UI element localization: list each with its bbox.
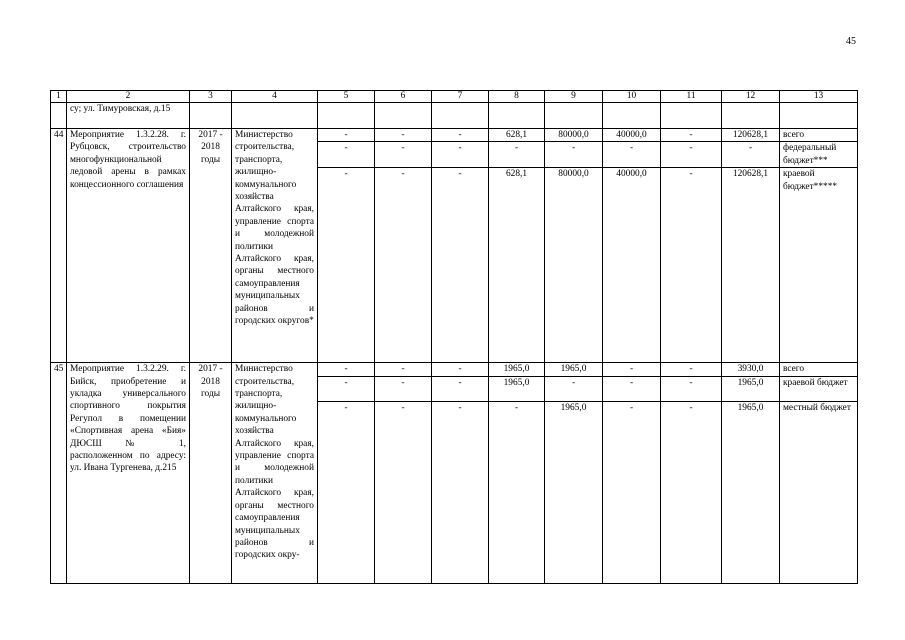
row-number: 45 (51, 363, 67, 583)
value-cell: - (661, 142, 722, 168)
column-header: 6 (375, 91, 432, 103)
funding-source: краевой бюджет***** (780, 168, 858, 363)
value-cell: - (375, 363, 432, 376)
column-header: 10 (603, 91, 661, 103)
value-cell: - (432, 142, 489, 168)
value-cell: - (375, 142, 432, 168)
value-cell: - (432, 363, 489, 376)
value-cell: - (375, 129, 432, 142)
value-cell: - (603, 376, 661, 401)
column-header: 3 (190, 91, 232, 103)
column-header: 4 (232, 91, 318, 103)
page-number: 45 (846, 36, 856, 47)
column-header: 9 (545, 91, 603, 103)
row-period: 2017 - 2018 годы (190, 129, 232, 363)
value-cell: 120628,1 (722, 129, 780, 142)
value-cell: - (603, 401, 661, 583)
value-cell: - (432, 129, 489, 142)
column-header: 5 (318, 91, 375, 103)
value-cell: - (603, 142, 661, 168)
column-header: 11 (661, 91, 722, 103)
row-number: 44 (51, 129, 67, 363)
value-cell: - (318, 376, 375, 401)
value-cell: 1965,0 (722, 376, 780, 401)
column-header: 12 (722, 91, 780, 103)
column-header: 8 (489, 91, 545, 103)
value-cell: 628,1 (489, 129, 545, 142)
value-cell: - (661, 363, 722, 376)
column-header: 7 (432, 91, 489, 103)
value-cell: 120628,1 (722, 168, 780, 363)
value-cell: 80000,0 (545, 168, 603, 363)
funding-source: всего (780, 129, 858, 142)
continuation-description: су; ул. Тимуровская, д.15 (67, 103, 190, 129)
value-cell: 1965,0 (545, 363, 603, 376)
value-cell: - (432, 376, 489, 401)
value-cell: - (661, 401, 722, 583)
column-header: 1 (51, 91, 67, 103)
value-cell: - (318, 401, 375, 583)
value-cell: - (318, 168, 375, 363)
value-cell: - (318, 363, 375, 376)
value-cell: 1965,0 (489, 376, 545, 401)
value-cell: - (661, 376, 722, 401)
budget-table (50, 90, 858, 584)
row-executor: Министерство строительства, транспорта, жилищно-коммунального хозяйства Алтайского края, управление спорта и молодежной политики Алтайского края, органы местного самоуправления муниципальных районов и городских округов* (232, 129, 318, 363)
value-cell: - (318, 129, 375, 142)
value-cell: 3930,0 (722, 363, 780, 376)
value-cell: - (375, 376, 432, 401)
value-cell: 40000,0 (603, 129, 661, 142)
value-cell: 1965,0 (722, 401, 780, 583)
value-cell: - (661, 129, 722, 142)
value-cell: - (722, 142, 780, 168)
value-cell: - (375, 168, 432, 363)
funding-source: краевой бюджет (780, 376, 858, 401)
row-description: Мероприятие 1.3.2.28. г. Рубцовск, строительство многофункциональной ледовой арены в рамках концессионного соглашения (67, 129, 190, 363)
value-cell: - (489, 401, 545, 583)
value-cell: - (432, 168, 489, 363)
value-cell: - (375, 401, 432, 583)
table-row (51, 129, 858, 142)
funding-source: федеральный бюджет*** (780, 142, 858, 168)
funding-source: местный бюджет (780, 401, 858, 583)
value-cell: 80000,0 (545, 129, 603, 142)
row-executor: Министерство строительства, транспорта, жилищно-коммунального хозяйства Алтайского края, управление спорта и молодежной политики Алтайского края, органы местного самоуправления муниципальных районов и городских окру- (232, 363, 318, 583)
column-header: 13 (780, 91, 858, 103)
value-cell: - (432, 401, 489, 583)
column-header: 2 (67, 91, 190, 103)
value-cell: - (661, 168, 722, 363)
value-cell: - (603, 363, 661, 376)
continuation-row (51, 103, 858, 129)
value-cell: 628,1 (489, 168, 545, 363)
table-header-row (51, 91, 858, 103)
value-cell: 1965,0 (545, 401, 603, 583)
row-period: 2017 - 2018 годы (190, 363, 232, 583)
value-cell: - (545, 376, 603, 401)
table-row (51, 363, 858, 376)
row-description: Мероприятие 1.3.2.29. г. Бийск, приобретение и укладка универсального спортивного покрытия Регупол в помещении «Спортивная арена «Бия» ДЮСШ № 1, расположенном по адресу: ул. Ивана Тургенева, д.215 (67, 363, 190, 583)
value-cell: - (545, 142, 603, 168)
value-cell: - (318, 142, 375, 168)
value-cell: 1965,0 (489, 363, 545, 376)
funding-source: всего (780, 363, 858, 376)
value-cell: 40000,0 (603, 168, 661, 363)
value-cell: - (489, 142, 545, 168)
